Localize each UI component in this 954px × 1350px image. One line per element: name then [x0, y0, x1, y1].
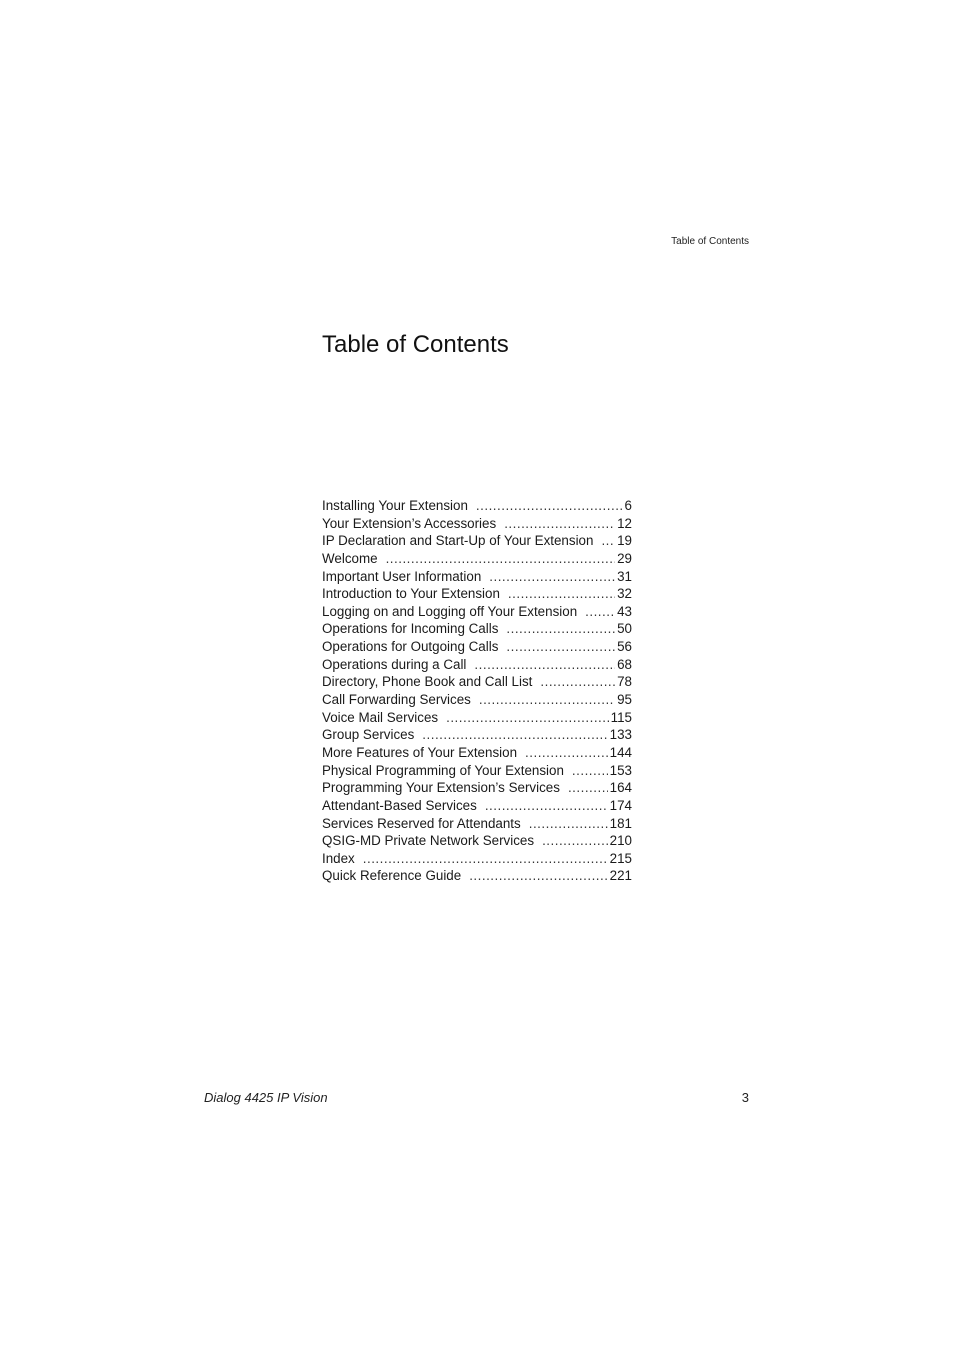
toc-entry-page: 210: [609, 833, 632, 849]
toc-leader-dots: [506, 638, 615, 656]
toc-entry-title: Introduction to Your Extension: [322, 586, 500, 602]
toc-entry[interactable]: [322, 815, 632, 833]
toc-entry-page: 32: [617, 586, 632, 602]
toc-entry-page: 174: [609, 797, 632, 813]
toc-entry[interactable]: [322, 638, 632, 656]
toc-entry-title: Attendant-Based Services: [322, 797, 477, 813]
toc-entry[interactable]: [322, 656, 632, 674]
toc-entry[interactable]: [322, 691, 632, 709]
toc-entry[interactable]: [322, 673, 632, 691]
table-of-contents: [322, 497, 632, 885]
toc-entry[interactable]: [322, 726, 632, 744]
toc-entry-title: Your Extension’s Accessories: [322, 515, 497, 531]
toc-leader-dots: [489, 568, 615, 586]
toc-leader-dots: [508, 585, 615, 603]
toc-entry-page: 115: [610, 709, 632, 725]
page-title: Table of Contents: [322, 331, 509, 358]
toc-leader-dots: [540, 673, 615, 691]
toc-entry[interactable]: [322, 709, 632, 727]
toc-entry[interactable]: [322, 585, 632, 603]
toc-entry[interactable]: [322, 603, 632, 621]
toc-entry[interactable]: [322, 832, 632, 850]
toc-entry-page: 133: [609, 727, 632, 743]
toc-entry[interactable]: [322, 515, 632, 533]
toc-entry-page: 29: [617, 550, 632, 566]
toc-entry[interactable]: [322, 744, 632, 762]
toc-entry-page: 12: [617, 515, 632, 531]
toc-entry-title: IP Declaration and Start-Up of Your Extension: [322, 533, 594, 549]
toc-entry-title: More Features of Your Extension: [322, 744, 518, 760]
toc-entry-page: 144: [609, 744, 632, 760]
toc-leader-dots: [386, 550, 616, 568]
footer-page-number: 3: [741, 1090, 749, 1105]
toc-leader-dots: [363, 850, 608, 868]
toc-leader-dots: [601, 532, 615, 550]
toc-leader-dots: [479, 691, 615, 709]
running-header: Table of Contents: [671, 236, 749, 247]
toc-entry-title: Physical Programming of Your Extension: [322, 762, 564, 778]
toc-entry[interactable]: [322, 762, 632, 780]
toc-entry-title: Services Reserved for Attendants: [322, 815, 521, 831]
toc-entry-title: Group Services: [322, 727, 415, 743]
toc-entry-page: 153: [609, 762, 632, 778]
toc-leader-dots: [474, 656, 615, 674]
toc-entry-title: Directory, Phone Book and Call List: [322, 674, 533, 690]
toc-entry-page: 6: [624, 498, 632, 513]
toc-entry-page: 95: [617, 692, 632, 708]
footer-document-title: Dialog 4425 IP Vision: [204, 1090, 328, 1105]
toc-entry-title: Operations for Incoming Calls: [322, 621, 499, 637]
toc-leader-dots: [568, 779, 608, 797]
toc-leader-dots: [572, 762, 608, 780]
toc-entry-title: Installing Your Extension: [322, 498, 468, 513]
toc-entry-page: 19: [617, 533, 632, 549]
toc-entry[interactable]: [322, 532, 632, 550]
toc-leader-dots: [506, 620, 615, 638]
toc-entry-title: Welcome: [322, 550, 378, 566]
toc-entry[interactable]: [322, 620, 632, 638]
toc-entry-page: 31: [617, 568, 632, 584]
toc-entry-title: Important User Information: [322, 568, 482, 584]
toc-entry-page: 215: [609, 850, 632, 866]
toc-leader-dots: [504, 515, 615, 533]
toc-entry[interactable]: [322, 497, 632, 515]
toc-entry[interactable]: [322, 779, 632, 797]
toc-leader-dots: [485, 797, 608, 815]
toc-leader-dots: [525, 744, 608, 762]
toc-entry-title: Operations during a Call: [322, 656, 467, 672]
toc-entry-title: Call Forwarding Services: [322, 692, 471, 708]
toc-leader-dots: [422, 726, 607, 744]
toc-entry-page: 43: [617, 603, 632, 619]
toc-entry-title: Operations for Outgoing Calls: [322, 639, 499, 655]
toc-entry-page: 56: [617, 639, 632, 655]
toc-entry-page: 78: [617, 674, 632, 690]
toc-entry-page: 181: [609, 815, 632, 831]
toc-leader-dots: [469, 867, 607, 885]
toc-leader-dots: [446, 709, 609, 727]
toc-entry[interactable]: [322, 797, 632, 815]
toc-leader-dots: [542, 832, 608, 850]
toc-entry-page: 221: [609, 868, 632, 884]
toc-leader-dots: [529, 815, 608, 833]
toc-entry-title: QSIG-MD Private Network Services: [322, 833, 535, 849]
toc-leader-dots: [585, 603, 615, 621]
toc-entry-title: Quick Reference Guide: [322, 868, 462, 884]
toc-leader-dots: [476, 497, 623, 515]
toc-entry-title: Logging on and Logging off Your Extension: [322, 603, 578, 619]
toc-entry[interactable]: [322, 867, 632, 885]
toc-entry-title: Voice Mail Services: [322, 709, 439, 725]
toc-entry-page: 68: [617, 656, 632, 672]
toc-entry-title: Programming Your Extension’s Services: [322, 780, 560, 796]
toc-entry-page: 164: [609, 780, 632, 796]
toc-entry[interactable]: [322, 568, 632, 586]
toc-entry[interactable]: [322, 550, 632, 568]
toc-entry-title: Index: [322, 850, 355, 866]
toc-entry[interactable]: [322, 850, 632, 868]
toc-entry-page: 50: [617, 621, 632, 637]
